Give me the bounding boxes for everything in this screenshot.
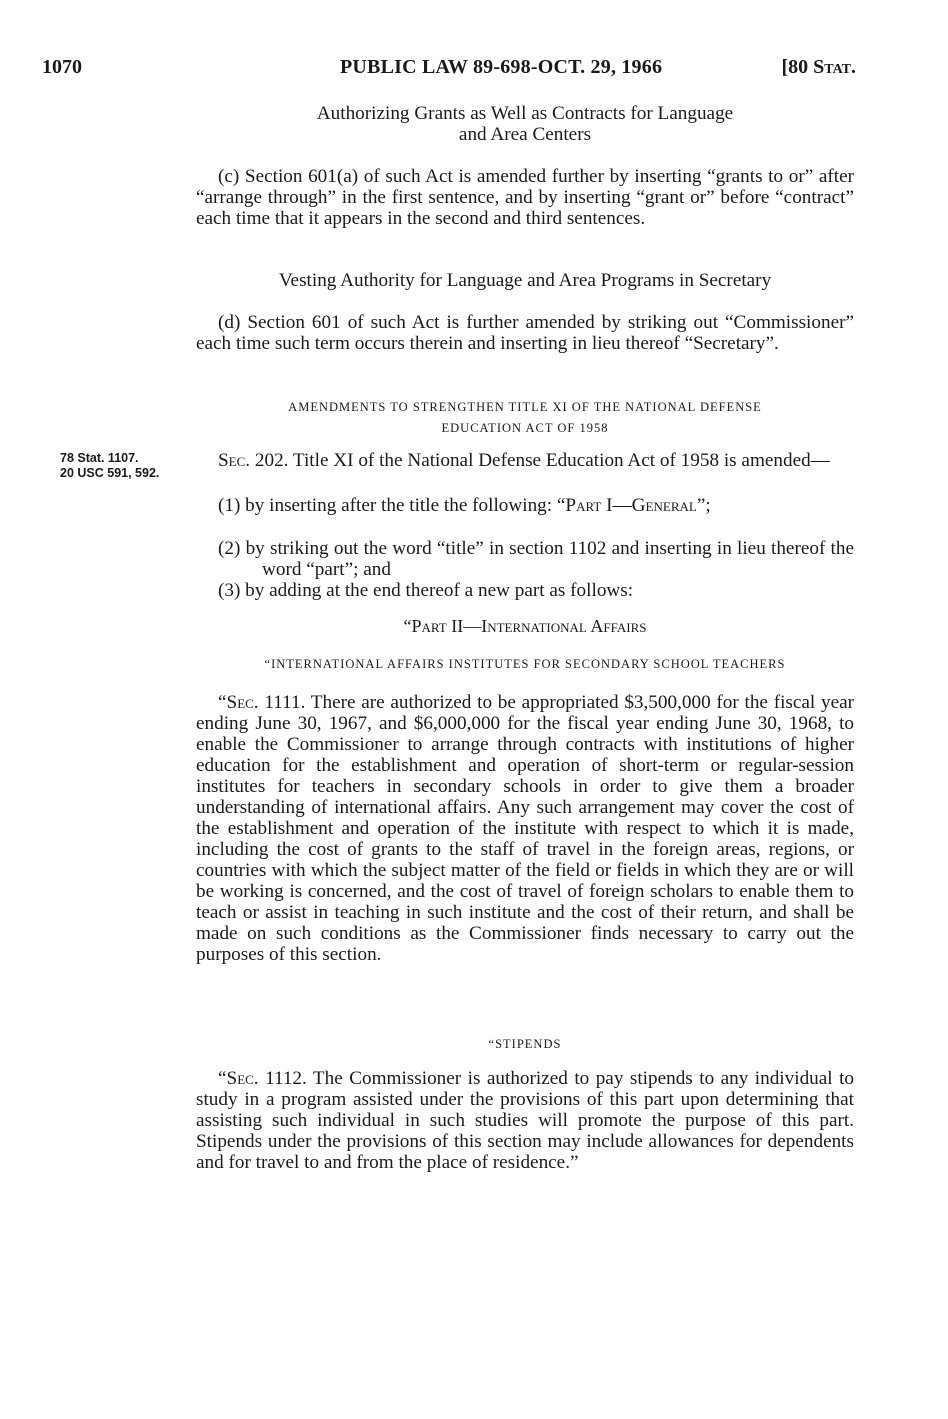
page-number: 1070	[42, 56, 82, 78]
section-d-heading: Vesting Authority for Language and Area Programs in Secretary	[278, 270, 772, 291]
list-item-2: (2) by striking out the word “title” in section 1102 and inserting in lieu thereof the word “part”; and	[218, 538, 854, 580]
sec-202-body: 202. Title XI of the National Defense Education Act of 1958 is amended—	[250, 450, 830, 471]
sec-1112-text	[196, 1068, 854, 1173]
list-item-3: (3) by adding at the end thereof a new part as follows:	[218, 580, 634, 601]
sec-202-text	[196, 450, 854, 471]
section-c-heading: Authorizing Grants as Well as Contracts for Language and Area Centers	[316, 103, 734, 145]
volume-reference	[781, 56, 856, 79]
list-item-1-text: (1) by inserting after the title the following: “	[218, 495, 566, 516]
institutes-heading: “INTERNATIONAL AFFAIRS INSTITUTES FOR SECONDARY SCHOOL TEACHERS	[264, 657, 786, 671]
sec-202-label: Sec.	[218, 450, 251, 471]
part-ii-heading: “Part II—International Affairs	[403, 616, 647, 636]
volume-stat: Stat.	[813, 56, 856, 78]
margin-citation	[60, 451, 190, 481]
margin-citation-usc: 20 USC 591, 592.	[60, 466, 160, 480]
list-item-1	[196, 495, 854, 516]
list-item-1-part-title: Part I—General	[565, 495, 697, 516]
sec-1112-body: 1112. The Commissioner is authorized to pay stipends to any individual to study in a program assisted under the provisions of this part upon determining that assisting such individual in such studies will promote the purpose of this part. Stipends under the provisions of this section may include allowances for dependents and for travel to and from the place of residence.”	[196, 1068, 854, 1173]
list-item-1-end: ”;	[696, 495, 711, 516]
volume-prefix: [80	[781, 56, 814, 78]
running-title: PUBLIC LAW 89-698-OCT. 29, 1966	[340, 56, 663, 78]
amendments-heading: AMENDMENTS TO STRENGTHEN TITLE XI OF THE NATIONAL DEFENSE EDUCATION ACT OF 1958	[288, 400, 762, 435]
page-header	[42, 56, 856, 86]
sec-1111-text	[196, 692, 854, 965]
margin-citation-stat: 78 Stat. 1107.	[60, 451, 139, 465]
sec-1111-label: “Sec.	[218, 692, 259, 713]
stipends-heading: “STIPENDS	[488, 1037, 562, 1051]
section-c-text: (c) Section 601(a) of such Act is amended further by inserting “grants to or” after “arrange through” in the first sentence, and by inserting “grant or” before “contract” each time that it appears in the second and third sentences.	[196, 166, 854, 229]
section-d-text: (d) Section 601 of such Act is further amended by striking out “Commissioner” each time such term occurs therein and inserting in lieu thereof “Secretary”.	[196, 312, 854, 354]
sec-1111-body: 1111. There are authorized to be appropriated $3,500,000 for the fiscal year ending June 30, 1967, and $6,000,000 for the fiscal year ending June 30, 1968, to enable the Commissioner to arrange through contracts with institutions of higher education for the establishment and operation of short-term or regular-session institutes for teachers in secondary schools in order to give them a broader understanding of international affairs. Any such arrangement may cover the cost of the establishment and operation of the institute with respect to which it is made, including the cost of grants to the staff of travel in the foreign areas, regions, or countries with which the subject matter of the field or fields in which they are or will be working is concerned, and the cost of travel of foreign scholars to enable them to teach or assist in teaching in such institute and the cost of their return, and shall be made on such conditions as the Commissioner finds necessary to carry out the purposes of this section.	[196, 692, 854, 965]
sec-1112-label: “Sec.	[218, 1068, 259, 1089]
